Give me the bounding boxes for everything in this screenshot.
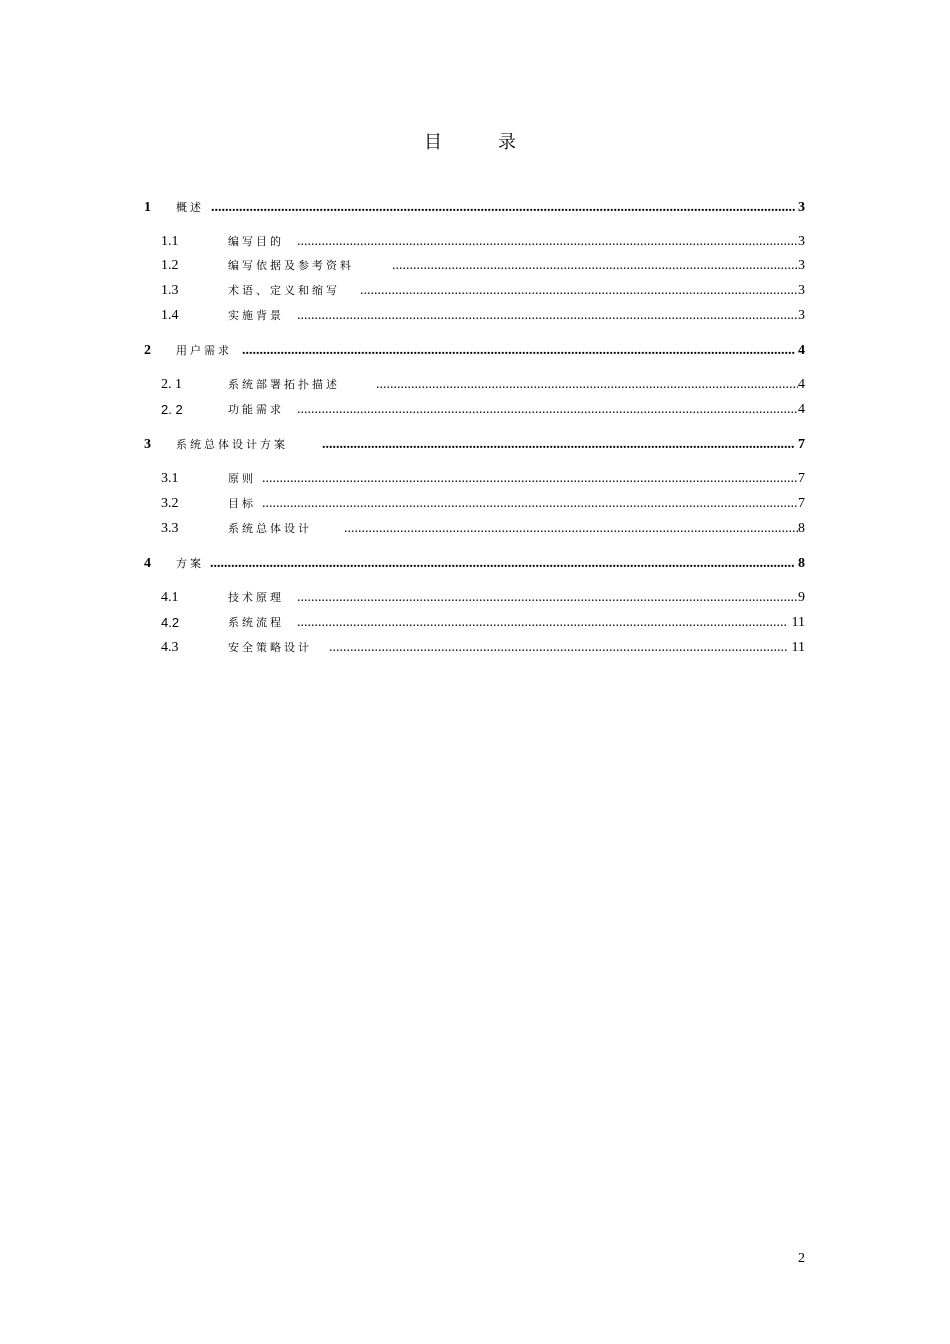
- toc-entry-2[interactable]: [0, 342, 950, 360]
- page-number: 2: [798, 1251, 805, 1266]
- dot-leader: [211, 199, 795, 217]
- toc-entry-page: 9: [798, 590, 805, 605]
- toc-entry-number: 4.1: [161, 590, 179, 605]
- dot-leader: [376, 376, 798, 394]
- toc-entry-1-1[interactable]: [0, 233, 950, 251]
- toc-entry-label: 功能需求: [228, 404, 284, 416]
- dot-leader: [344, 520, 798, 538]
- dot-leader: [329, 639, 788, 657]
- toc-entry-number: 1: [144, 200, 151, 215]
- toc-entry-4-1[interactable]: [0, 589, 950, 607]
- toc-entry-1-4[interactable]: [0, 307, 950, 325]
- toc-entry-number: 2. 2: [161, 402, 183, 417]
- toc-entry-number: 2: [144, 343, 151, 358]
- toc-entry-4-2[interactable]: [0, 614, 950, 632]
- toc-entry-2-1[interactable]: [0, 376, 950, 394]
- toc-entry-page: 4: [798, 402, 805, 417]
- toc-title-char-1: 目: [424, 132, 442, 152]
- toc-entry-number: 1.1: [161, 234, 179, 249]
- toc-entry-label: 安全策略设计: [228, 642, 312, 654]
- dot-leader: [322, 436, 795, 454]
- toc-entry-label: 编写目的: [228, 236, 284, 248]
- dot-leader: [297, 307, 798, 325]
- toc-entry-page: 11: [791, 640, 805, 655]
- toc-entry-3-2[interactable]: [0, 495, 950, 513]
- toc-entry-label: 实施背景: [228, 310, 284, 322]
- toc-entry-1-3[interactable]: [0, 282, 950, 300]
- toc-entry-label: 术语、定义和缩写: [228, 285, 340, 297]
- toc-title: [0, 128, 950, 158]
- toc-entry-label: 技术原理: [228, 592, 284, 604]
- toc-entry-1[interactable]: [0, 199, 950, 217]
- toc-entry-label: 系统总体设计方案: [176, 439, 288, 451]
- toc-entry-number: 1.3: [161, 283, 179, 298]
- toc-entry-page: 7: [798, 437, 805, 452]
- dot-leader: [242, 342, 795, 360]
- toc-entry-number: 4.3: [161, 640, 179, 655]
- toc-entry-page: 8: [798, 556, 805, 571]
- dot-leader: [262, 470, 798, 488]
- toc-entry-page: 7: [798, 496, 805, 511]
- dot-leader: [360, 282, 798, 300]
- toc-title-char-2: 录: [498, 132, 516, 152]
- toc-entry-page: 4: [798, 343, 805, 358]
- toc-entry-label: 系统流程: [228, 617, 284, 629]
- toc-entry-number: 2. 1: [161, 377, 182, 392]
- toc-entry-3[interactable]: [0, 436, 950, 454]
- toc-entry-page: 4: [798, 377, 805, 392]
- toc-entry-4-3[interactable]: [0, 639, 950, 657]
- dot-leader: [297, 401, 798, 419]
- toc-entry-3-1[interactable]: [0, 470, 950, 488]
- toc-entry-label: 系统总体设计: [228, 523, 312, 535]
- toc-entry-number: 4.2: [161, 615, 180, 630]
- toc-entry-3-3[interactable]: [0, 520, 950, 538]
- toc-entry-1-2[interactable]: [0, 257, 950, 275]
- toc-entry-number: 4: [144, 556, 151, 571]
- toc-entry-label: 编写依据及参考资料: [228, 260, 354, 272]
- dot-leader: [262, 495, 798, 513]
- dot-leader: [392, 257, 798, 275]
- toc-entry-4[interactable]: [0, 555, 950, 573]
- dot-leader: [297, 233, 798, 251]
- toc-entry-number: 3.2: [161, 496, 179, 511]
- toc-entry-page: 8: [798, 521, 805, 536]
- dot-leader: [210, 555, 795, 573]
- toc-entry-page: 3: [798, 258, 805, 273]
- toc-entry-label: 概述: [176, 202, 204, 214]
- toc-entry-number: 3.3: [161, 521, 179, 536]
- toc-entry-label: 用户需求: [176, 345, 232, 357]
- toc-entry-label: 目标: [228, 498, 256, 510]
- toc-entry-number: 3.1: [161, 471, 179, 486]
- dot-leader: [297, 589, 798, 607]
- toc-entry-page: 3: [798, 308, 805, 323]
- toc-entry-page: 3: [798, 200, 805, 215]
- toc-entry-label: 方案: [176, 558, 204, 570]
- toc-entry-number: 3: [144, 437, 151, 452]
- dot-leader: [297, 614, 788, 632]
- toc-entry-number: 1.4: [161, 308, 179, 323]
- toc-entry-label: 系统部署拓扑描述: [228, 379, 340, 391]
- toc-entry-page: 3: [798, 234, 805, 249]
- toc-entry-page: 11: [791, 615, 805, 630]
- toc-entry-page: 7: [798, 471, 805, 486]
- toc-entry-page: 3: [798, 283, 805, 298]
- toc-entry-number: 1.2: [161, 258, 179, 273]
- toc-entry-label: 原则: [228, 473, 256, 485]
- toc-entry-2-2[interactable]: [0, 401, 950, 419]
